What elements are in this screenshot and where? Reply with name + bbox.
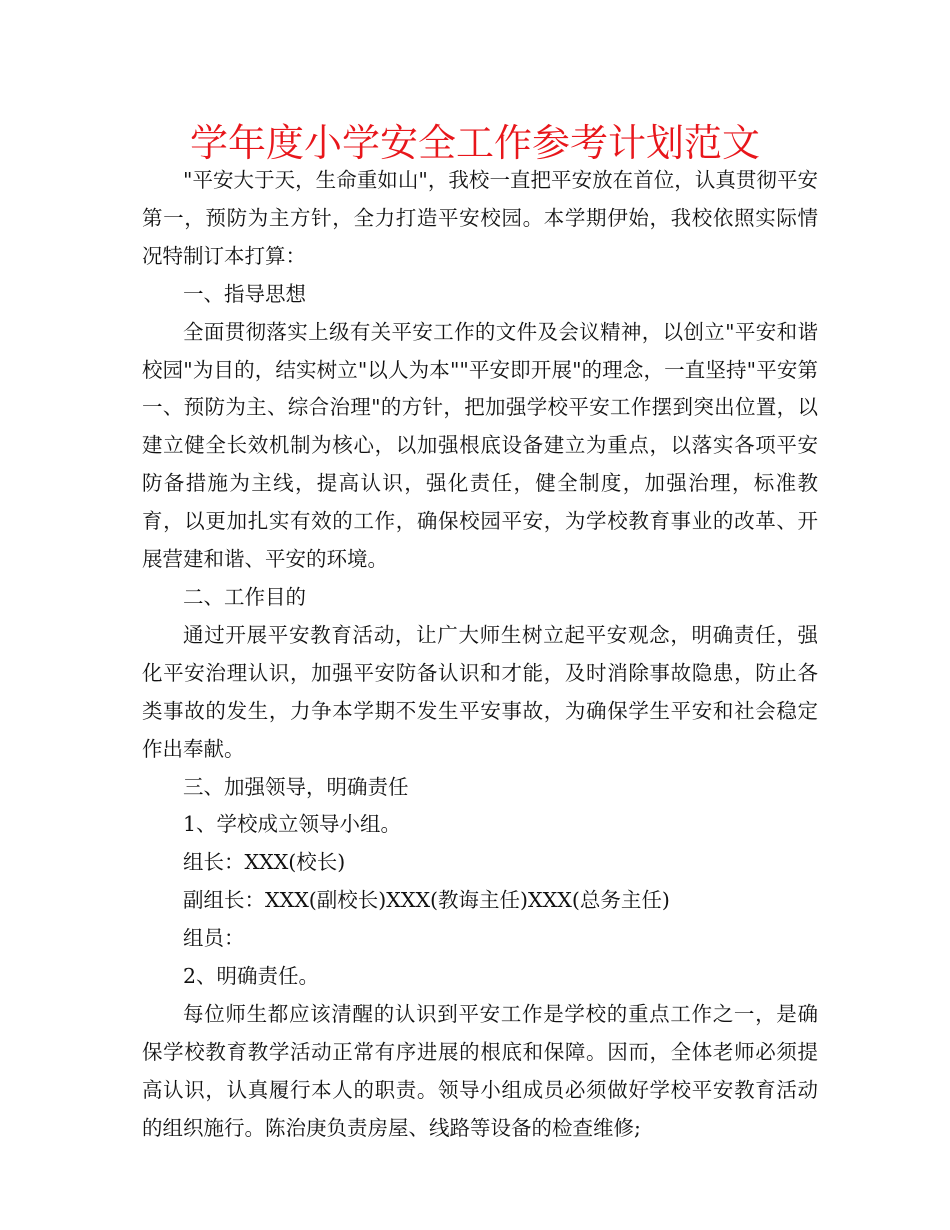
document-body [142,162,818,1148]
section-heading-guiding-thought: 一、指导思想 [183,281,306,306]
document-title: 学年度小学安全工作参考计划范文 [189,121,760,165]
paragraph-work-goal: 通过开展平安教育活动，让广大师生树立起平安观念，明确责任，强化平安治理认识，加强平安防备认识和才能，及时消除事故隐患，防止各类事故的发生，力争本学期不发生平安事故，为确保学生平安和社会稳定作出奉献。 [142,622,818,761]
paragraph-intro: "平安大于天，生命重如山"，我校一直把平安放在首位，认真贯彻平安第一，预防为主方针，全力打造平安校园。本学期伊始，我校依照实际情况特制订本打算： [142,168,818,268]
deputy-leader-line: 副组长：XXX(副校长)XXX(教诲主任)XXX(总务主任) [183,888,670,913]
paragraph-guiding-thought: 全面贯彻落实上级有关平安工作的文件及会议精神，以创立"平安和谐校园"为目的，结实树立"以人为本""平安即开展"的理念，一直坚持"平安第一、预防为主、综合治理"的方针，把加强学校平安工作摆到突出位置，以建立健全长效机制为核心，以加强根底设备建立为重点，以落实各项平安防备措施为主线，提高认识，强化责任，健全制度，加强治理，标准教育，以更加扎实有效的工作，确保校园平安，为学校教育事业的改革、开展营建和谐、平安的环境。 [142,319,818,572]
group-leader-line: 组长：XXX(校长) [183,850,346,875]
section-heading-leadership: 三、加强领导，明确责任 [183,774,409,799]
section-heading-work-goal: 二、工作目的 [183,584,306,609]
members-line: 组员： [183,926,245,951]
paragraph-clarify-duty: 每位师生都应该清醒的认识到平安工作是学校的重点工作之一，是确保学校教育教学活动正常有序进展的根底和保障。因而，全体老师必须提高认识，认真履行本人的职责。领导小组成员必须做好学校平安教育活动的组织施行。陈治庚负责房屋、线路等设备的检查维修; [142,1001,818,1140]
list-item-leading-group: 1、学校成立领导小组。 [183,812,402,837]
list-item-clarify-duty: 2、明确责任。 [183,964,320,989]
